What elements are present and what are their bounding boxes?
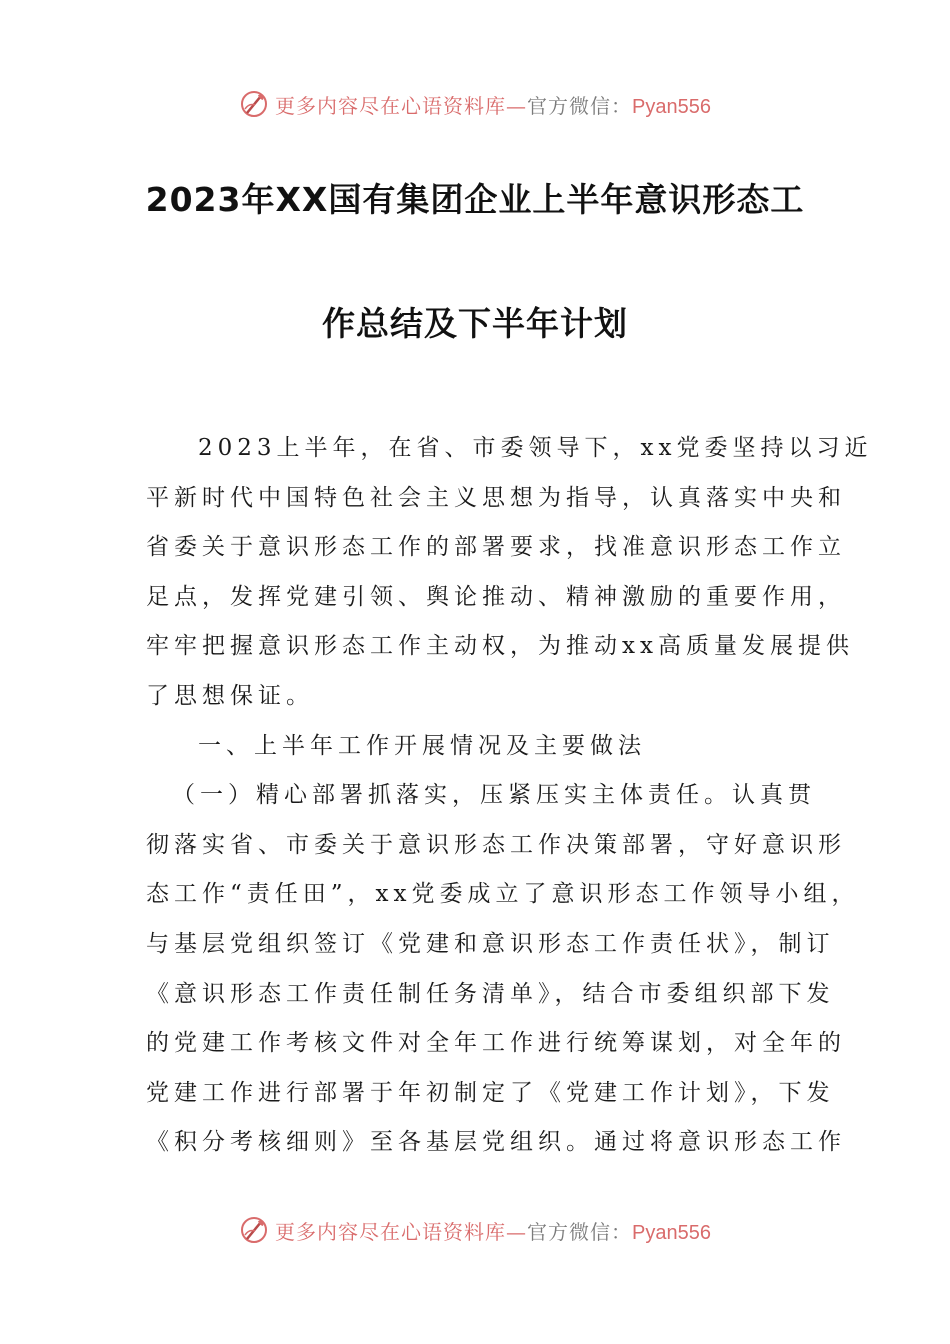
paragraph-2-line: 态工作“责任田”，xx党委成立了意识形态工作领导小组， [146,881,860,908]
header-watermark [0,84,950,124]
paragraph-2-line: 的党建工作考核文件对全年工作进行统筹谋划，对全年的 [146,1030,846,1057]
paragraph-1-line: 2023上半年，在省、市委领导下，xx党委坚持以习近 [198,435,873,461]
footer-watermark [0,1210,950,1250]
paragraph-2-line: 与基层党组织签订《党建和意识形态工作责任状》，制订 [146,930,835,957]
paragraph-2-line: （一）精心部署抓落实，压紧压实主体责任。认真贯 [172,782,816,809]
paragraph-2-line: 彻落实省、市委关于意识形态工作决策部署，守好意识形 [146,831,846,858]
paragraph-2-line: 《意识形态工作责任制任务清单》，结合市委组织部下发 [146,980,835,1007]
paragraph-1-line: 足点，发挥党建引领、舆论推动、精神激励的重要作用， [146,583,846,610]
watermark-text: 更多内容尽在心语资料库—官方微信：Pyan556 [275,93,711,118]
document-body [146,424,873,1168]
paragraph-1-line: 省委关于意识形态工作的部署要求，找准意识形态工作立 [146,534,846,561]
paragraph-2-line: 党建工作进行部署于年初制定了《党建工作计划》，下发 [146,1079,835,1106]
watermark-text: 更多内容尽在心语资料库—官方微信：Pyan556 [275,1219,711,1244]
paragraph-1-line: 平新时代中国特色社会主义思想为指导，认真落实中央和 [146,484,846,511]
paragraph-1-line: 牢牢把握意识形态工作主动权，为推动xx高质量发展提供 [146,633,854,660]
pen-quill-logo-icon [239,1215,269,1245]
paragraph-2-line: 《积分考核细则》至各基层党组织。通过将意识形态工作 [146,1129,846,1156]
paragraph-1-line: 了思想保证。 [146,682,314,709]
section-heading-1: 一、上半年工作开展情况及主要做法 [198,732,646,759]
document-title-line-2: 作总结及下半年计划 [322,304,628,343]
pen-quill-logo-icon [239,89,269,119]
document-title-line-1: 2023年XX国有集团企业上半年意识形态工 [145,180,805,219]
